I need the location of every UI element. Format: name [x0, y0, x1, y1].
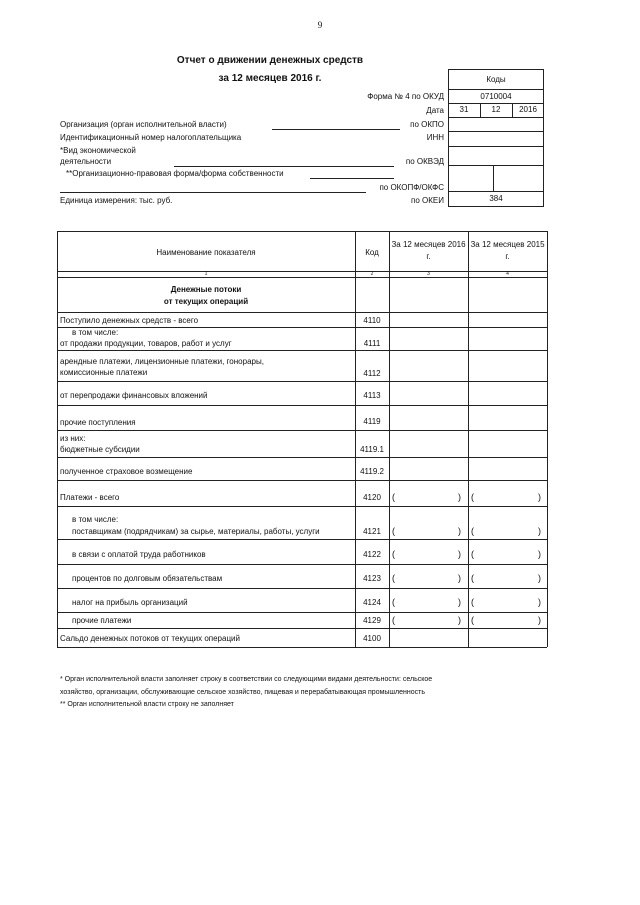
paren-open: ( — [392, 492, 395, 502]
row-4100-label: Сальдо денежных потоков от текущих операций — [60, 634, 240, 643]
date-label: Дата — [426, 106, 444, 115]
paren-open: ( — [392, 597, 395, 607]
col-code-header: Код — [365, 248, 379, 257]
paren-close: ) — [538, 573, 541, 583]
date-month: 12 — [491, 105, 501, 114]
row-4123-code: 4123 — [363, 574, 381, 583]
col-name-header: Наименование показателя — [156, 248, 256, 257]
paren-open: ( — [471, 573, 474, 583]
row-4112-label-1: арендные платежи, лицензионные платежи, гонорары, — [60, 357, 264, 366]
okei-label: по ОКЕИ — [411, 196, 444, 205]
paren-open: ( — [392, 615, 395, 625]
row-4111-label-2: от продажи продукции, товаров, работ и услуг — [60, 339, 232, 348]
row-4119-1-code: 4119.1 — [360, 445, 384, 454]
paren-close: ) — [458, 549, 461, 559]
row-4124-code: 4124 — [363, 598, 381, 607]
col-number-1: 1 — [204, 271, 208, 277]
row-4124-label: налог на прибыль организаций — [72, 598, 188, 607]
col-number-2: 2 — [370, 271, 374, 277]
row-4110-code: 4110 — [363, 316, 381, 325]
paren-close: ) — [458, 526, 461, 536]
paren-open: ( — [471, 492, 474, 502]
report-period: за 12 месяцев 2016 г. — [218, 73, 322, 84]
row-4129-code: 4129 — [363, 616, 381, 625]
paren-close: ) — [538, 492, 541, 502]
okopf-label: по ОКОПФ/ОКФС — [379, 183, 444, 192]
inn-label: ИНН — [426, 133, 444, 142]
col-number-4: 4 — [506, 271, 509, 277]
paren-close: ) — [538, 615, 541, 625]
okpo-label: по ОКПО — [410, 120, 444, 129]
paren-close: ) — [538, 597, 541, 607]
paren-close: ) — [538, 526, 541, 536]
report-title: Отчет о движении денежных средств — [176, 55, 364, 66]
paren-open: ( — [471, 549, 474, 559]
date-year: 2016 — [519, 105, 537, 114]
row-4121-code: 4121 — [363, 527, 381, 536]
col-2015-header: За 12 месяцев 2015 г. — [470, 240, 545, 261]
paren-open: ( — [392, 526, 395, 536]
footnote-2: ** Орган исполнительной власти строку не заполняет — [60, 701, 234, 708]
row-4119-2-label: полученное страховое возмещение — [60, 467, 193, 476]
activity-label-1: *Вид экономической — [60, 146, 136, 155]
paren-open: ( — [471, 615, 474, 625]
row-4120-label: Платежи - всего — [60, 493, 120, 502]
inn-left-label: Идентификационный номер налогоплательщика — [60, 133, 242, 142]
row-4113-code: 4113 — [363, 391, 381, 400]
row-4129-label: прочие платежи — [72, 616, 132, 625]
paren-open: ( — [392, 549, 395, 559]
unit-label: Единица измерения: тыс. руб. — [60, 196, 173, 205]
activity-label-2: деятельности — [60, 157, 112, 166]
col-number-3: 3 — [427, 271, 430, 277]
row-4111-code: 4111 — [363, 339, 381, 348]
paren-close: ) — [458, 615, 461, 625]
col-2016-header: За 12 месяцев 2016 г. — [391, 240, 466, 261]
page-number: 9 — [317, 20, 323, 30]
row-4119-1-label-1: из них: — [60, 434, 86, 443]
row-4113-label: от перепродажи финансовых вложений — [60, 391, 208, 400]
row-4112-code: 4112 — [363, 369, 381, 378]
paren-close: ) — [458, 597, 461, 607]
row-4119-2-code: 4119.2 — [360, 467, 384, 476]
paren-close: ) — [458, 573, 461, 583]
row-4121-label-2: поставщикам (подрядчикам) за сырье, материалы, работы, услуги — [72, 527, 320, 536]
section-heading-2: от текущих операций — [163, 297, 249, 306]
row-4110-label: Поступило денежных средств - всего — [60, 316, 199, 325]
legal-form-label: **Организационно-правовая форма/форма собственности — [66, 169, 284, 178]
row-4111-label-1: в том числе: — [72, 328, 119, 337]
paren-close: ) — [458, 492, 461, 502]
okud-code: 0710004 — [480, 92, 512, 101]
row-4119-1-label-2: бюджетные субсидии — [60, 445, 140, 454]
row-4122-code: 4122 — [363, 550, 381, 559]
row-4100-code: 4100 — [363, 634, 381, 643]
row-4121-label-1: в том числе: — [72, 515, 119, 524]
date-day: 31 — [459, 105, 469, 114]
org-label: Организация (орган исполнительной власти) — [60, 120, 227, 129]
form-label: Форма № 4 по ОКУД — [367, 92, 444, 101]
row-4123-label: процентов по долговым обязательствам — [72, 574, 223, 583]
paren-open: ( — [471, 526, 474, 536]
row-4120-code: 4120 — [363, 493, 381, 502]
footnote-1b: хозяйство, организации, обслуживающие сельское хозяйство, пищевая и перерабатывающая промышленность — [60, 689, 426, 696]
okved-label: по ОКВЭД — [405, 157, 444, 166]
paren-open: ( — [471, 597, 474, 607]
paren-close: ) — [538, 549, 541, 559]
row-4119-code: 4119 — [363, 417, 381, 426]
footnote-1: * Орган исполнительной власти заполняет строку в соответствии со следующими видами деятельности: сельское — [60, 676, 433, 683]
row-4112-label-2: комиссионные платежи — [60, 368, 148, 377]
paren-open: ( — [392, 573, 395, 583]
section-heading-1: Денежные потоки — [170, 285, 242, 294]
okei-code: 384 — [489, 194, 503, 203]
row-4119-label: прочие поступления — [60, 418, 136, 427]
codes-header: Коды — [486, 75, 506, 84]
row-4122-label: в связи с оплатой труда работников — [72, 550, 206, 559]
